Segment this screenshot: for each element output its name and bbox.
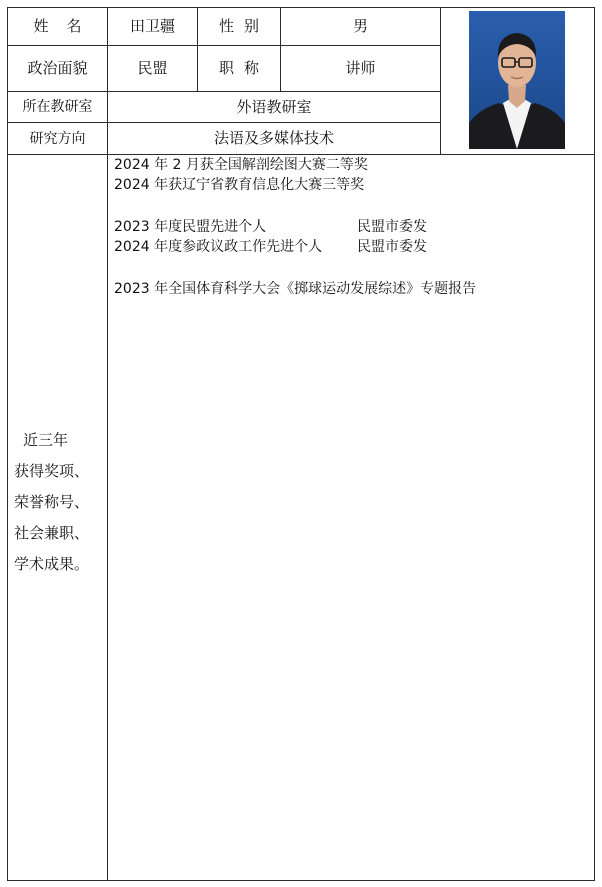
honor-item — [114, 217, 590, 237]
research-label: 研究方向 — [7, 122, 108, 155]
job-title-value: 讲师 — [280, 45, 441, 92]
name-value: 田卫疆 — [107, 7, 198, 46]
gender-value: 男 — [280, 7, 441, 46]
political-status-value: 民盟 — [107, 45, 198, 92]
office-value: 外语教研室 — [107, 91, 441, 123]
award-item: 2024 年获辽宁省教育信息化大赛三等奖 — [114, 177, 365, 193]
achievements-list — [114, 155, 590, 299]
achievements-label-line: 荣誉称号、 — [14, 493, 90, 511]
person-portrait-icon — [469, 11, 565, 149]
achievements-label-line: 近三年 — [23, 431, 69, 449]
job-title-label: 职称 — [197, 45, 281, 92]
achievements-label — [14, 425, 106, 580]
report-item: 2023 年全国体育科学大会《掷球运动发展综述》专题报告 — [114, 281, 477, 297]
political-status-label: 政治面貌 — [7, 45, 108, 92]
honor-issuer: 民盟市委发 — [357, 239, 427, 255]
achievements-label-line: 学术成果。 — [14, 555, 90, 573]
achievements-content-cell — [107, 154, 595, 881]
achievements-label-line: 获得奖项、 — [14, 462, 90, 480]
gender-label: 性别 — [197, 7, 281, 46]
photo-cell — [440, 7, 595, 155]
honor-item — [114, 237, 590, 257]
research-value: 法语及多媒体技术 — [107, 122, 441, 155]
honor-title: 2024 年度参政议政工作先进个人 — [114, 239, 323, 255]
name-label: 姓名 — [7, 7, 108, 46]
achievements-label-line: 社会兼职、 — [14, 524, 90, 542]
award-item: 2024 年 2 月获全国解剖绘图大赛二等奖 — [114, 157, 368, 173]
achievements-label-cell — [7, 154, 108, 881]
office-label: 所在教研室 — [7, 91, 108, 123]
honor-title: 2023 年度民盟先进个人 — [114, 219, 267, 235]
honor-issuer: 民盟市委发 — [357, 219, 427, 235]
